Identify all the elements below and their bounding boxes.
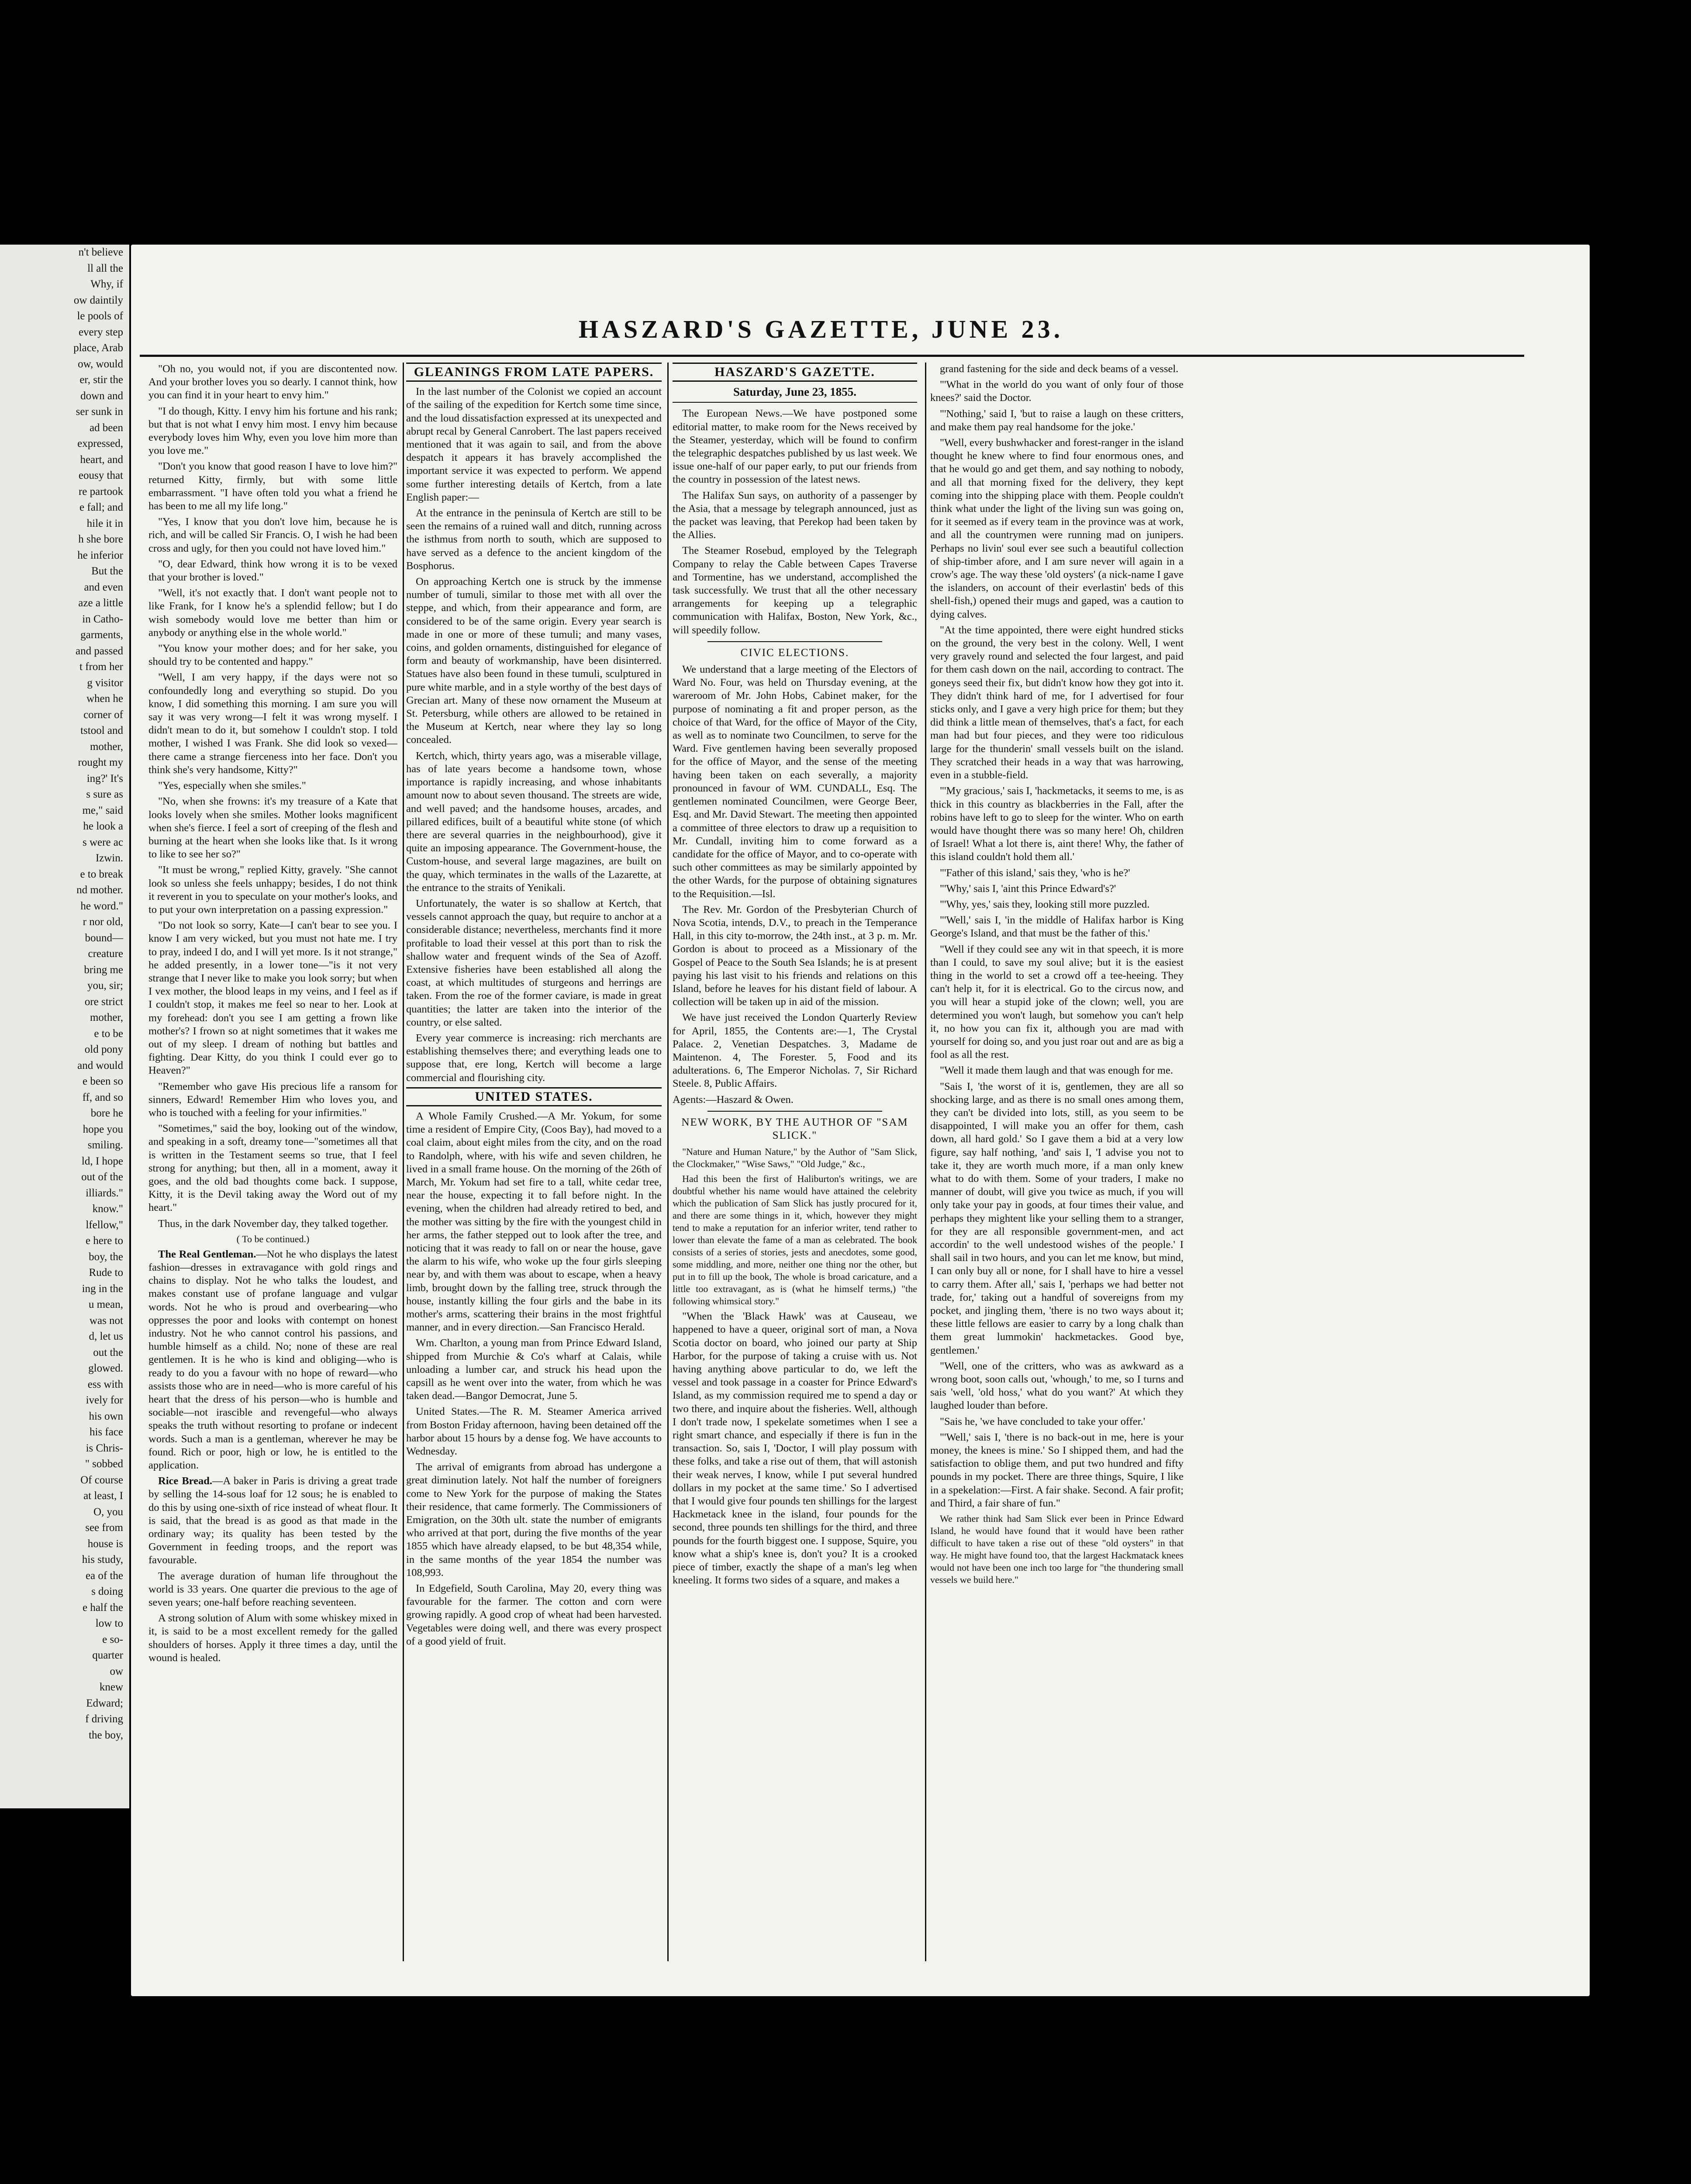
facing-page-line: in Catho-: [82, 613, 123, 625]
article-paragraph: The European News.—We have postponed some editorial matter, to make room for the News received by the Steamer, yesterday, which will be found to confirm the telegraphic despatches published by us last week. We issue one-half of our paper early, to put our friends from the country in possession of the latest news.: [673, 408, 917, 486]
article-paragraph: The Steamer Rosebud, employed by the Telegraph Company to relay the Cable between Capes Traverse and Tormentine, has we understand, accomplished the task successfully. We trust that all the other necessary arrangements for keeping up a telegraphic communication with Halifax, Boston, New York, &c., will speedily follow.: [673, 545, 917, 636]
facing-page-line: But the: [91, 565, 123, 577]
masthead: HASZARD'S GAZETTE, JUNE 23.: [578, 315, 1064, 343]
agents-line: Agents:—Haszard & Owen.: [673, 1093, 794, 1106]
facing-page-line: nd mother.: [76, 884, 123, 896]
sam-slick-story: [930, 363, 1184, 1510]
article-paragraph: At the entrance in the peninsula of Kertch are still to be seen the remains of a ruined wall and ditch, running across the isthmus from north to south, which are supposed to have served as a defence to the ancient kingdom of the Bosphorus.: [406, 507, 662, 572]
column-rule: [667, 363, 669, 1961]
civic-elections-article: We understand that a large meeting of the Electors of Ward No. Four, was held on Thursday evening, at the wareroom of Mr. John Hobs, Cabinet maker, for the purpose of nominating a fit and proper person, as the choice of that Ward, for the office of Mayor of the City, as well as to nominate two Councilmen, to serve for the Ward. Five gentlemen having been severally proposed for the office of Mayor, and the sense of the meeting having been taken on each severally, a majority pronounced in favour of WM. CUNDALL, Esq. The gentlemen nominated Councilmen, were George Beer, Esq. and Mr. David Stewart. The meeting then appointed a committee of three electors to draw up a requisition to Mr. Cundall, inviting him to come forward as a candidate for the office of Mayor, and to co-operate with such other committees as may be similarly appointed by the other Wards, for the purpose of obtaining signatures to the Requisition.—Isl.: [673, 663, 917, 900]
facing-page-line: tstool and: [80, 725, 123, 736]
facing-page-line: ff, and so: [82, 1091, 123, 1103]
facing-page-line: when he: [86, 693, 123, 705]
facing-page-line: ea of the: [85, 1569, 123, 1582]
facing-page-line: know.": [92, 1203, 123, 1215]
facing-page-line: ore strict: [84, 995, 123, 1008]
facing-page-line: hile it in: [86, 517, 123, 529]
facing-page-line: you, sir;: [87, 980, 123, 992]
story-paragraph: "Don't you know that good reason I have to love him?" returned Kitty, firmly, but with some little embarrassment. "I have often told you what a friend he has been to me all my life long.": [148, 460, 397, 512]
facing-page-line: his face: [89, 1426, 123, 1438]
gordon-notice: The Rev. Mr. Gordon of the Presbyterian Church of Nova Scotia, intends, D.V., to preach in the Temperance Hall, in this city to-morrow, the 24th inst., at 3 p. m. Mr. Gordon is about to proceed as a Missionary of the Gospel of Peace to the South Sea Islands; he is at present paying his last visit to his friends and relations on this Island, before he leaves for his distant field of labour. A collection will be taken up in aid of the mission.: [673, 903, 917, 1008]
article-human-life: The average duration of human life throughout the world is 33 years. One quarter die previous to the age of seven years; one-half before reaching seventeen.: [148, 1570, 397, 1609]
story-paragraph: "Well, every bushwhacker and forest-ranger in the island thought he knew where to find four enormous ones, and that he would go and get them, and say nothing to nobody, and all that morning fixed for the delivery, they kept coming into the shipping place with them. People couldn't think what under the light of the living sun was going on, for it seemed as if every team in the province was at work, and all the countrymen were running mad on junipers. Perhaps no livin' soul ever see such a beautiful collection of ship-timber afore, and I am sure never will again in a crow's age. The way these 'old oysters' (a nick-name I gave the islanders, on account of their everlastin' beds of this shell-fish,) opened their mugs and gaped, was a caution to dying calves.: [930, 437, 1184, 620]
facing-page-line: out of the: [81, 1171, 123, 1183]
article-paragraph: In the last number of the Colonist we copied an account of the sailing of the expedition for Kertch some time since, and the loud dissatisfaction expressed at its unexpected and abrupt recal by General Canrobert. The last papers received mentioned that it was again to sail, and from the above despatch it appears it has bravely accomplished the important service it was expected to perform. We append some further interesting details of Kertch, from a late English paper:—: [406, 386, 662, 503]
facing-page-line: Why, if: [90, 278, 123, 290]
facing-page-line: Of course: [80, 1474, 123, 1486]
facing-page-line: ad been: [89, 422, 123, 434]
facing-page-line: ow: [110, 1665, 123, 1677]
facing-page-line: " sobbed: [85, 1458, 123, 1470]
facing-page-line: creature: [88, 948, 123, 960]
facing-page-line: garments,: [80, 629, 123, 641]
facing-page-line: bring me: [84, 964, 123, 976]
story-paragraph: "O, dear Edward, think how wrong it is to be vexed that your brother is loved.": [148, 558, 397, 584]
article-title: Rice Bread.: [158, 1475, 212, 1487]
black-hawk-story: "When the 'Black Hawk' was at Causeau, we happened to have a queer, original sort of man, a Nova Scotia doctor on board, who joined our party at Ship Harbor, for the purpose of taking a cruise with us. Not having anything above particular to do, we left the vessel and took passage in a coaster for Prince Edward's Island, as my commission required me to spend a day or two there, and inquire about the fisheries. Well, although I don't trade now, I spekelate sometimes when I see a right smart chance, and especially if there is fun in the transaction. So, sais I, 'Doctor, I will play possum with these folks, and take a rise out of them, that will astonish their weak nerves, I know, while I put several hundred dollars in my pocket at the same time.' So I advertised that I would give four pounds ten shillings for the largest Hackmetack knee in the island, four pounds for the second, three pounds ten shillings for the third, and three pounds for the fourth biggest one. I suppose, Squire, you know what a ship's knee is, don't you? It is a crooked piece of timber, exactly the shape of a man's leg when kneeling. It forms two sides of a square, and makes a: [673, 1310, 917, 1586]
facing-page-line: out the: [93, 1346, 123, 1358]
story-paragraph: "'Father of this island,' sais they, 'who is he?': [940, 867, 1130, 879]
facing-page-line: ld, I hope: [81, 1155, 123, 1167]
column-3: [673, 363, 917, 1961]
facing-page-line: e to break: [80, 868, 123, 880]
article-title: The Real Gentleman.: [158, 1248, 256, 1260]
facing-page: [0, 245, 129, 1808]
facing-page-line: ow, would: [78, 358, 123, 370]
facing-page-line: place, Arab: [73, 342, 123, 354]
section-heading: CIVIC ELECTIONS.: [740, 646, 849, 659]
facing-page-line: n't believe: [78, 246, 123, 258]
facing-page-line: e here to: [85, 1235, 123, 1247]
facing-page-line: he inferior: [77, 549, 123, 561]
facing-page-line: me," said: [82, 804, 123, 816]
facing-page-line: is Chris-: [86, 1442, 123, 1454]
facing-page-line: lfellow,": [86, 1219, 123, 1231]
facing-page-line: aze a little: [78, 597, 123, 609]
newspaper-page: [131, 245, 1590, 1996]
section-heading: GLEANINGS FROM LATE PAPERS.: [406, 363, 662, 382]
column-4: [930, 363, 1184, 1961]
facing-page-line: g visitor: [87, 677, 123, 689]
article-real-gentleman: The Real Gentleman.—Not he who displays the latest fashion—dresses in extravagance with gold rings and chains to display. Not he who talks the loudest, and makes constant use of profane language and vulgar words. Not he who is proud and overbearing—who oppresses the poor and looks with contempt on honest industry. Not he who cannot control his passions, and humble himself as a child. No; none of these are real gentlemen. It is he who is kind and obliging—who is ready to do you a favour with no hope of reward—who assists those who are in need—who is more careful of his heart that the dress of his person—who is humble and sociable—not irascible and revengeful—who always speaks the truth without resorting to profane or indecent words. Such a man is a gentleman, wherever he may be found. Rich or poor, high or low, he is entitled to the application.: [148, 1248, 397, 1472]
story-paragraph: "'Well,' sais I, 'in the middle of Halifax harbor is King George's Island, and that must be the father of this.': [930, 914, 1184, 940]
facing-page-line: bore he: [90, 1107, 123, 1119]
story-paragraph: "Well if they could see any wit in that speech, it is more than I could, to save my soul alive; but it is the easiest thing in the world to set a crowd off a tee-heeing. They can't help it, for it is electrical. Go to the circus now, and you will hear a stupid joke of the clown; well, you are determined you won't laugh, but somehow you can't help it, no how you can fix it, although you are mad with yourself for doing so, and you just roar out and are as big a fool as all the rest.: [930, 943, 1184, 1061]
story-paragraph: "You know your mother does; and for her sake, you should try to be contented and happy.": [148, 643, 397, 668]
article-alum: A strong solution of Alum with some whiskey mixed in it, is said to be a most excellent remedy for the galled shoulders of horses. Apply it three times a day, until the wound is healed.: [148, 1612, 397, 1664]
story-paragraph: "Sais I, 'the worst of it is, gentlemen, they are all so shocking large, and as there is no small ones among them, they can't be divided into lots, still, as you seem to be disappointed, I will make you an offer for them, cash down, all hard gold.' So I gave them a bid at a very low figure, say half nothing, 'and' sais I, 'I advise you not to take it, they are worth much more, if a man only knew what to do with them. Some of your traders, I make no manner of doubt, will give you twice as much, if you will only take your pay in goods, at four times their value, and perhaps they mightent like your selling them to a stranger, for they are all responsible government-men, and act accordin' to the well undestood wishes of the people.' I shall sail in two hours, and you can let me know, but mind, I can only buy all or none, for I shall have to hire a vessel to carry them. After all,' sais I, 'perhaps we had better not trade, for,' taking out a handful of sovereigns from my pocket, and jingling them, 'there is no two ways about it; these little fellows are easier to carry by a long chalk than them great lummokin' hackmetackes. Good bye, gentlemen.': [930, 1080, 1184, 1356]
facing-page-line: ll all the: [87, 262, 123, 274]
column-1: [148, 363, 397, 1961]
facing-page-line: glowed.: [88, 1362, 123, 1374]
story-paragraph: "Well it made them laugh and that was enough for me.: [940, 1064, 1173, 1077]
closing-remark: We rather think had Sam Slick ever been in Prince Edward Island, he would have found that it would have been rather difficult to have taken a rise out of these "old oysters" in that way. He might have found too, that the largest Hackmatack knees would not have been one inch too large for "the thundering small vessels we build here.": [930, 1513, 1184, 1586]
story-paragraph: "It must be wrong," replied Kitty, gravely. "She cannot look so unless she feels unhappy; besides, I do not think it reverent in you to speculate on your mother's looks, and to put your own interpretation on a passing expression.": [148, 864, 397, 916]
facing-page-line: he look a: [83, 820, 123, 832]
facing-page-line: er, stir the: [79, 374, 123, 386]
story-paragraph: "'Well,' sais I, 'there is no back-out in me, here is your money, the knees is mine.' So I shipped them, and had the satisfaction to oblige them, and put two hundred and fifty pounds in my pocket. There are three things, Squire, I like in a spekelation:—First. A fair shake. Second. A fair profit; and Third, a fair share of fun.": [930, 1431, 1184, 1509]
column-rule: [925, 363, 926, 1961]
section-heading: NEW WORK, BY THE AUTHOR OF "SAM SLICK.": [681, 1116, 908, 1141]
facing-page-line: hope you: [83, 1123, 123, 1135]
facing-page-line: and would: [77, 1059, 123, 1071]
article-paragraph: Wm. Charlton, a young man from Prince Edward Island, shipped from Murchie & Co's wharf at Calais, while unloading a lumber car, and struck his head upon the capsill as he went over into the water, from which he was taken dead.—Bangor Democrat, June 5.: [406, 1337, 662, 1402]
facing-page-line: eousy that: [78, 470, 123, 481]
facing-page-line: bound—: [85, 932, 123, 944]
facing-page-line: heart, and: [80, 453, 123, 466]
article-paragraph: United States.—The R. M. Steamer America arrived from Boston Friday afternoon, having been detained off the harbor about 15 hours by a dense fog. We have accounts to Wednesday.: [406, 1406, 662, 1458]
facing-page-line: ively for: [86, 1394, 123, 1406]
facing-page-line: boy, the: [89, 1251, 123, 1263]
story-paragraph: "At the time appointed, there were eight hundred sticks on the ground, the very best in the colony. Well, I went very gravely round and selected the four largest, and paid for them cash down on the nail, according to contract. The goneys seed their fix, but didn't know how they got into it. They didn't think hard of me, for I advertised for four sticks only, and I gave a very high price for them; but they did think a little mean of themselves, that's a fact, for each man had but four pieces, and they were too ridiculous large for the thunderin' small vessels built on the island. They scratched their heads in a way that was harrowing, even in a stubble-field.: [930, 624, 1184, 781]
facing-page-line: e been so: [82, 1075, 123, 1087]
story-paragraph: "Remember who gave His precious life a ransom for sinners, Edward! Remember Him who loves you, and who is touched with a feeling for your infirmities.": [148, 1080, 397, 1119]
article-paragraph: On approaching Kertch one is struck by the immense number of tumuli, similar to those met with all over the steppe, and which, from their appearance and form, are considered to be of the same origin. Every year search is made in one or more of these tumuli; and many vases, coins, and golden ornaments, distinguished for elegance of form and beauty of workmanship, have been disinterred. Statues have also been found in these tumuli, sculptured in pure white marble, and in a style worthy of the best days of Grecian art. Many of these now ornament the Museum at St. Petersburg, while others are allowed to be retained in the Museum at Kertch, near where they lay so long concealed.: [406, 576, 662, 746]
facing-page-line: he word.": [80, 900, 123, 912]
facing-page-line: illiards.": [86, 1187, 123, 1199]
article-paragraph: The Halifax Sun says, on authority of a passenger by the Asia, that a message by telegraph announced, just as the packet was leaving, that Perekop had been taken by the Allies.: [673, 489, 917, 541]
facing-page-line: e half the: [82, 1601, 123, 1614]
section-heading: UNITED STATES.: [406, 1087, 662, 1106]
kertch-article: [406, 385, 662, 1085]
story-paragraph: "'What in the world do you want of only four of those knees?' said the Doctor.: [930, 379, 1184, 404]
united-states-news: [406, 1110, 662, 1648]
facing-page-line: ow daintily: [73, 294, 123, 306]
story-paragraph: "'Why, yes,' sais they, looking still more puzzled.: [940, 898, 1150, 910]
column-rule: [403, 363, 404, 1961]
facing-page-line: old pony: [84, 1044, 123, 1055]
facing-page-line: ser sunk in: [76, 406, 123, 418]
article-rice-bread: Rice Bread.—A baker in Paris is driving a great trade by selling the 14-sous loaf for 12 sous; he is enabled to do this by using one-sixth of rice instead of wheat flour. It is said, that the bread is as good as that made in the ordinary way; its quality has been tested by the Government in feeding troops, and the report was favourable.: [148, 1475, 397, 1566]
article-paragraph: The arrival of emigrants from abroad has undergone a great diminution lately. Not half the number of foreigners come to New York for the purpose of making the States their residence, that came formerly. The Commissioners of Emigration, on the 30th ult. state the number of emigrants who arrived at that port, during the five months of the year 1855 which have already elapsed, to be but 48,354 while, in the same months of the year 1854 the number was 108,993.: [406, 1461, 662, 1579]
new-work-review: Had this been the first of Haliburton's writings, we are doubtful whether his name would have attained the celebrity which the publication of Sam Slick has justly procured for it, and there are some things in it, which, however they might tend to make a reputation for an inferior writer, tend rather to lower than elevate the fame of a man as celebrated. The book consists of a series of stories, jests and anecdotes, some good, some middling, and more, neither one thing nor the other, but put in to fill up the book, The whole is broad caricature, and a little too extravagant, as is (what he himself terms,) "the following whimsical story.": [673, 1173, 917, 1307]
facing-page-line: u mean,: [88, 1299, 123, 1310]
facing-page-line: ess with: [87, 1378, 123, 1390]
story-paragraph: "'My gracious,' sais I, 'hackmetacks, it seems to me, is as thick in this country as blackberries in the Fall, after the robins have left to go to sleep for the winter. Who on earth would have thought there was so many here! Oh, children of Israel! What a lot there is, aint there! Why, the father of this island couldn't hold them all.': [930, 785, 1184, 863]
new-work-subtitle: "Nature and Human Nature," by the Author of "Sam Slick, the Clockmaker," "Wise Saws," "Old Judge," &c.,: [673, 1146, 917, 1170]
story-paragraph: grand fastening for the side and deck beams of a vessel.: [940, 363, 1179, 375]
facing-page-line: mother,: [90, 1012, 123, 1023]
facing-page-line: low to: [95, 1617, 123, 1629]
facing-page-line: every step: [78, 326, 123, 338]
facing-page-line: quarter: [92, 1649, 123, 1661]
story-paragraph: "Well, one of the critters, who was as awkward as a wrong boot, soon calls out, 'whough,' to me, so I turns and sais 'well, 'old hoss,' what do you want?' At which they laughed louder than before.: [930, 1360, 1184, 1412]
story-paragraph: "Yes, especially when she smiles.": [158, 780, 306, 792]
facing-page-line: the boy,: [89, 1729, 123, 1741]
story-paragraph: "Well, I am very happy, if the days were not so confoundedly long and everything so stupid. Do you know, I did something this morning. I am sure you will say it was very wrong—I felt it was wrong myself. I didn't mean to do it, but somehow I couldn't stop. I told mother, I wished I was Frank. She did look so vexed—there came a strange fierceness into her face. Don't you think she's very handsome, Kitty?": [148, 671, 397, 776]
story-paragraph: "Sais he, 'we have concluded to take your offer.': [940, 1415, 1146, 1427]
european-news: [673, 407, 917, 636]
story-paragraph: "Yes, I know that you don't love him, because he is rich, and will be called Sir Francis. O, I wish he had been cross and ugly, for then you could not have loved him.": [148, 516, 397, 554]
facing-page-line: d, let us: [89, 1330, 123, 1342]
facing-page-line: mother,: [90, 740, 123, 753]
facing-page-line: was not: [89, 1314, 123, 1327]
story-paragraph: "Do not look so sorry, Kate—I can't bear to see you. I know I am very wicked, but you must not hate me. I try to pray, indeed I do, and I will yet more. Is it not strange," he added presently, in a lower tone—"is it not very strange that I never like to make you look sorry; but when I vex mother, the blood leaps in my veins, and I feel as if I couldn't stop, it makes me feel so near to her. Look at my forehead: don't you see I am getting a frown like mother's? I frown so at night sometimes that it wakes me out of my sleep. I dream of nothing but battles and fighting. Dear Kitty, do you think I could ever go to Heaven?": [148, 919, 397, 1077]
story-paragraph: "No, when she frowns: it's my treasure of a Kate that looks lovely when she smiles. Mother looks magnificent when she's fierce. I feel a sort of creeping of the flesh and burning at the heart when she looks like that. Is it wrong to like to see her so?": [148, 795, 397, 860]
issue-date: Saturday, June 23, 1855.: [673, 385, 917, 403]
column-2: [406, 363, 662, 1961]
facing-page-line: corner of: [83, 708, 123, 721]
quarterly-review-notice: We have just received the London Quarterly Review for April, 1855, the Contents are:—1, The Crystal Palace. 2, Venetian Despatches. 3, Madame de Maintenon. 4, The Forester. 5, Food and its adulterations. 6, The Emperor Nicholas. 7, Sir Richard Steele. 8, Public Affairs.: [673, 1012, 917, 1090]
facing-page-line: e to be: [94, 1027, 123, 1040]
story-paragraph: "I do though, Kitty. I envy him his fortune and his rank; but that is not what I envy him most. I envy him because everybody loves him Why, even you love him more than you love me.": [148, 405, 397, 457]
facing-page-line: t from her: [79, 661, 123, 673]
facing-page-line: at least, I: [83, 1490, 123, 1502]
facing-page-line: expressed,: [77, 438, 123, 449]
facing-page-line: s sure as: [86, 788, 123, 800]
facing-page-line: O, you: [93, 1506, 123, 1518]
facing-page-line: Rude to: [89, 1267, 123, 1279]
facing-page-line: r nor old,: [83, 916, 123, 928]
story-paragraph: "Well, it's not exactly that. I don't want people not to like Frank, for I know he's a splendid fellow; but I do wish somebody would love me better than him or anybody or anything else in the whole world.": [148, 587, 397, 639]
facing-page-line: ing?' It's: [86, 772, 123, 784]
article-paragraph: In Edgefield, South Carolina, May 20, every thing was favourable for the farmer. The cotton and corn were growing rapidly. A good crop of wheat had been harvested. Vegetables were doing well, and there was every prospect of a good yield of fruit.: [406, 1583, 662, 1647]
facing-page-line: his study,: [82, 1554, 123, 1565]
facing-page-line: rought my: [78, 757, 123, 768]
story-paragraph: "'Why,' sais I, 'aint this Prince Edward's?': [940, 882, 1116, 895]
facing-page-line: f driving: [85, 1713, 123, 1725]
facing-page-line: see from: [85, 1522, 123, 1534]
facing-page-line: s were ac: [83, 836, 123, 848]
facing-page-line: s doing: [91, 1586, 123, 1597]
facing-page-line: e so-: [102, 1633, 123, 1645]
article-paragraph: A Whole Family Crushed.—A Mr. Yokum, for some time a resident of Empire City, (Coos Bay), had moved to a coal claim, about eight miles from the city, and on the road to Randolph, where, with his wife and seven children, he lived in a small frame house. On the morning of the 26th of March, Mr. Yokum had set fire to a tall, white cedar tree, near the house, expecting it to fall before night. In the evening, when the children had already retired to bed, and the mother was sitting by the fire with the youngest child in her arms, the father stepped out to look after the tree, and noticing that it was ready to fall on or near the house, gave the alarm to his wife, who woke up the four girls sleeping near by, and with them was about to escape, when a heavy limb, brought down by the falling tree, struck through the house, instantly killing the four girls and the babe in its mother's arms, scattering their brains in the most frightful manner, and in every direction.—San Francisco Herald.: [406, 1110, 662, 1334]
story-paragraph: Thus, in the dark November day, they talked together.: [158, 1217, 389, 1230]
serial-story: [148, 363, 397, 1230]
article-paragraph: Kertch, which, thirty years ago, was a miserable village, has of late years become a handsome town, whose importance is rapidly increasing, and whose inhabitants amount now to about seven thousand. The streets are wide, and well paved; and the handsome houses, arcades, and pillared edifices, built of a beautiful white stone (of which there are several quarries in the neighbourhood), give it quite an imposing appearance. The Government-house, the Custom-house, and several large magazines, are built on the quay, which terminates in the walls of the Lazarette, at the entrance to the straits of Yenikali.: [406, 750, 662, 894]
facing-page-line: Izwin.: [95, 852, 123, 864]
divider: [707, 1111, 882, 1112]
facing-page-line: h she bore: [78, 533, 123, 545]
story-paragraph: "Oh no, you would not, if you are discontented now. And your brother loves you so dearly. I cannot think, how you can find it in your heart to envy him.": [148, 363, 397, 401]
facing-page-line: re partook: [78, 485, 123, 498]
article-paragraph: Unfortunately, the water is so shallow at Kertch, that vessels cannot approach the quay, but require to anchor at a considerable distance; nevertheless, merchants find it more profitable to load their vessel at this port than to risk the shallow water and frequent winds of the Sea of Azoff. Extensive fisheries have been established all along the coast, at which multitudes of sturgeons and herrings are taken. From the roe of the former caviare, is made in great quantities; the latter are taken into the interior of the country, or else salted.: [406, 897, 662, 1028]
story-paragraph: "Sometimes," said the boy, looking out of the window, and speaking in a soft, dreamy tone—"sometimes all that is written in the Testament seems so true, that I feel strong for anything; but then, all in a moment, away it goes, and the old bad thoughts come back. I suppose, Kitty, it is the Devil taking away the Word out of my heart.": [148, 1123, 397, 1214]
facing-page-line: down and: [80, 390, 123, 402]
facing-page-line: knew: [99, 1681, 123, 1693]
article-paragraph: Every year commerce is increasing: rich merchants are establishing themselves there; and everything leads one to suppose that, ere long, Kertch will become a large commercial and flourishing city.: [406, 1032, 662, 1084]
facing-page-line: his own: [89, 1410, 123, 1422]
facing-page-line: smiling.: [87, 1139, 123, 1151]
facing-page-line: and even: [84, 581, 123, 593]
facing-page-line: le pools of: [77, 310, 123, 322]
facing-page-line: house is: [87, 1538, 123, 1550]
facing-page-line: e fall; and: [79, 501, 123, 513]
facing-page-line: and passed: [76, 645, 123, 657]
facing-page-line: ing in the: [82, 1282, 123, 1295]
facing-page-line: Edward;: [86, 1697, 123, 1709]
masthead-rule: [140, 355, 1524, 357]
story-paragraph: "'Nothing,' said I, 'but to raise a laugh on these critters, and make them pay real handsome for the joke.': [930, 408, 1184, 433]
divider: [707, 641, 882, 642]
editorial-heading: HASZARD'S GAZETTE.: [673, 363, 917, 382]
continued-note: ( To be continued.): [236, 1233, 310, 1244]
